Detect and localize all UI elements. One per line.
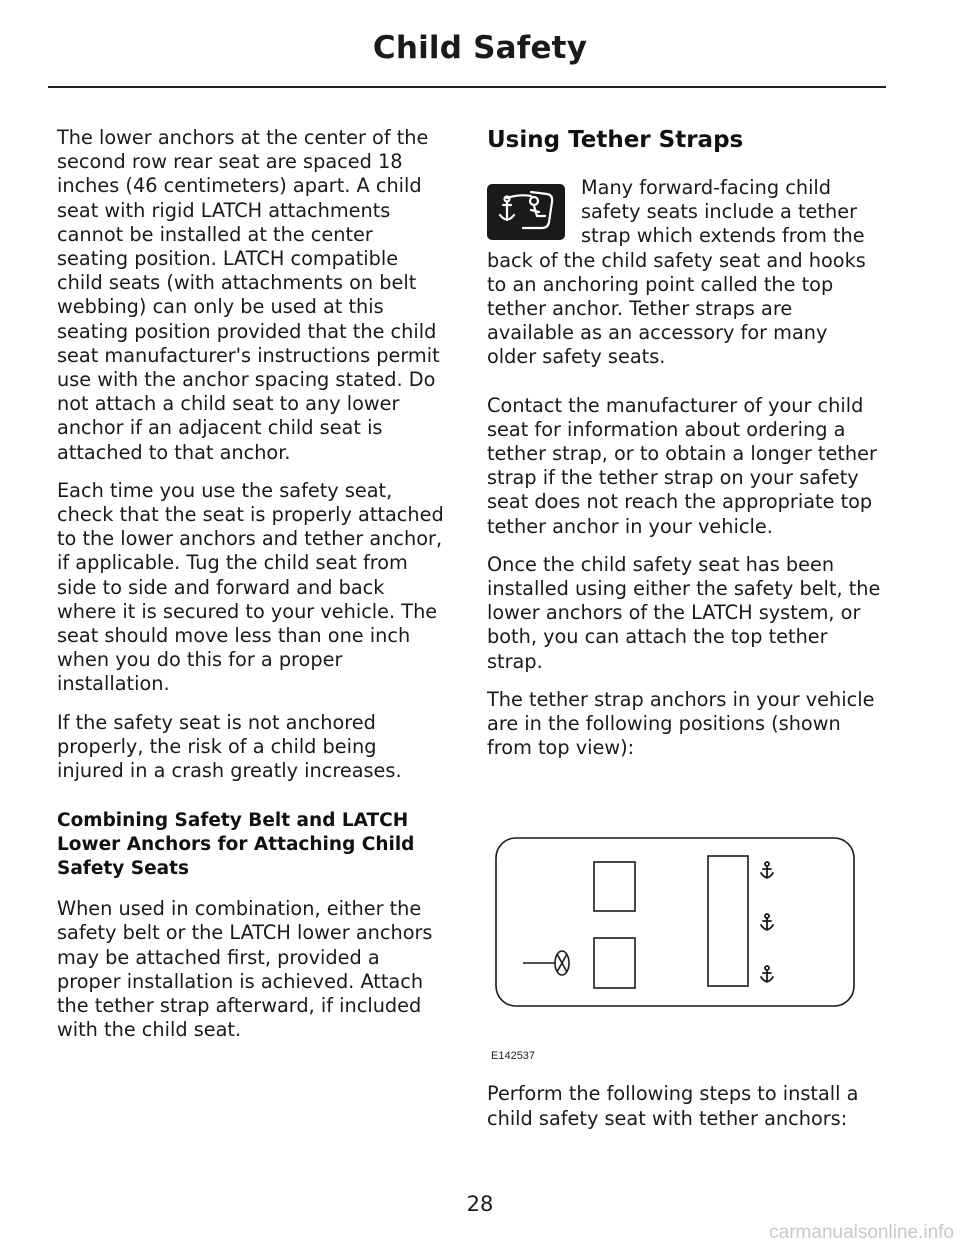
tether-anchor-icon-top	[761, 862, 773, 878]
rear-bench-seat	[708, 856, 748, 986]
anchor-positions-paragraph: The tether strap anchors in your vehicle are in the following positions (shown from top view):	[487, 687, 875, 760]
contact-manufacturer-paragraph: Contact the manufacturer of your child seat for information about ordering a tether strap, or to obtain a longer tether strap if the tether strap on your safety seat does not reach the appropriate top tether anchor in your vehicle.	[487, 393, 877, 538]
front-seat-right	[594, 938, 635, 988]
check-attachment-paragraph: Each time you use the safety seat, check that the seat is properly attached to the lower anchors and tether anchor, if applicable. Tug the child seat from side to side and forward and back where it is secured to your vehicle. The seat should move less than one inch when you do this for a proper installation.	[57, 478, 444, 696]
vehicle-outline	[496, 838, 854, 1006]
tether-anchor-icon-bottom	[761, 966, 773, 982]
tether-anchor-icon-middle	[761, 914, 773, 930]
vehicle-top-view-diagram	[487, 792, 881, 1042]
left-column	[57, 126, 449, 1057]
watermark: carmanualsonline.info	[769, 1222, 954, 1243]
using-tether-straps-heading: Using Tether Straps	[487, 127, 744, 153]
tether-intro-paragraph: Many forward-facing child safety seats include a tether strap which extends from the back of the child safety seat and hooks to an anchoring point called the top tether anchor. Tether straps are available as an accessory for many older safety seats.	[487, 176, 866, 369]
attach-tether-paragraph: Once the child safety seat has been installed using either the safety belt, the lower anchors of the LATCH system, or both, you can attach the top tether strap.	[487, 552, 881, 673]
combining-belt-latch-subheading: Combining Safety Belt and LATCH Lower Anchors for Attaching Child Safety Seats	[57, 810, 415, 880]
front-seat-left	[594, 862, 635, 911]
install-steps-paragraph: Perform the following steps to install a child safety seat with tether anchors:	[487, 1082, 859, 1130]
child-seat-tether-icon	[487, 184, 565, 240]
page-number: 28	[466, 1192, 494, 1216]
right-column	[487, 126, 881, 1145]
tether-anchor-diagram	[487, 792, 881, 1062]
figure-id: E142537	[491, 1050, 536, 1063]
risk-warning-paragraph: If the safety seat is not anchored properly, the risk of a child being injured in a crash greatly increases.	[57, 710, 402, 783]
page-title: Child Safety	[372, 30, 588, 66]
lower-anchor-spacing-paragraph: The lower anchors at the center of the second row rear seat are spaced 18 inches (46 centimeters) apart. A child seat with rigid LATCH attachments cannot be installed at the center seating position. LATCH compatible child seats (with attachments on belt webbing) can only be used at this seating position provided that the child seat manufacturer's instructions permit use with the anchor spacing stated. Do not attach a child seat to any lower anchor if an adjacent child seat is attached to that anchor.	[57, 126, 440, 464]
header-divider	[48, 86, 886, 88]
combination-paragraph: When used in combination, either the safety belt or the LATCH lower anchors may be attached first, provided a proper installation is achieved. Attach the tether strap afterward, if included with the child seat.	[57, 897, 433, 1042]
